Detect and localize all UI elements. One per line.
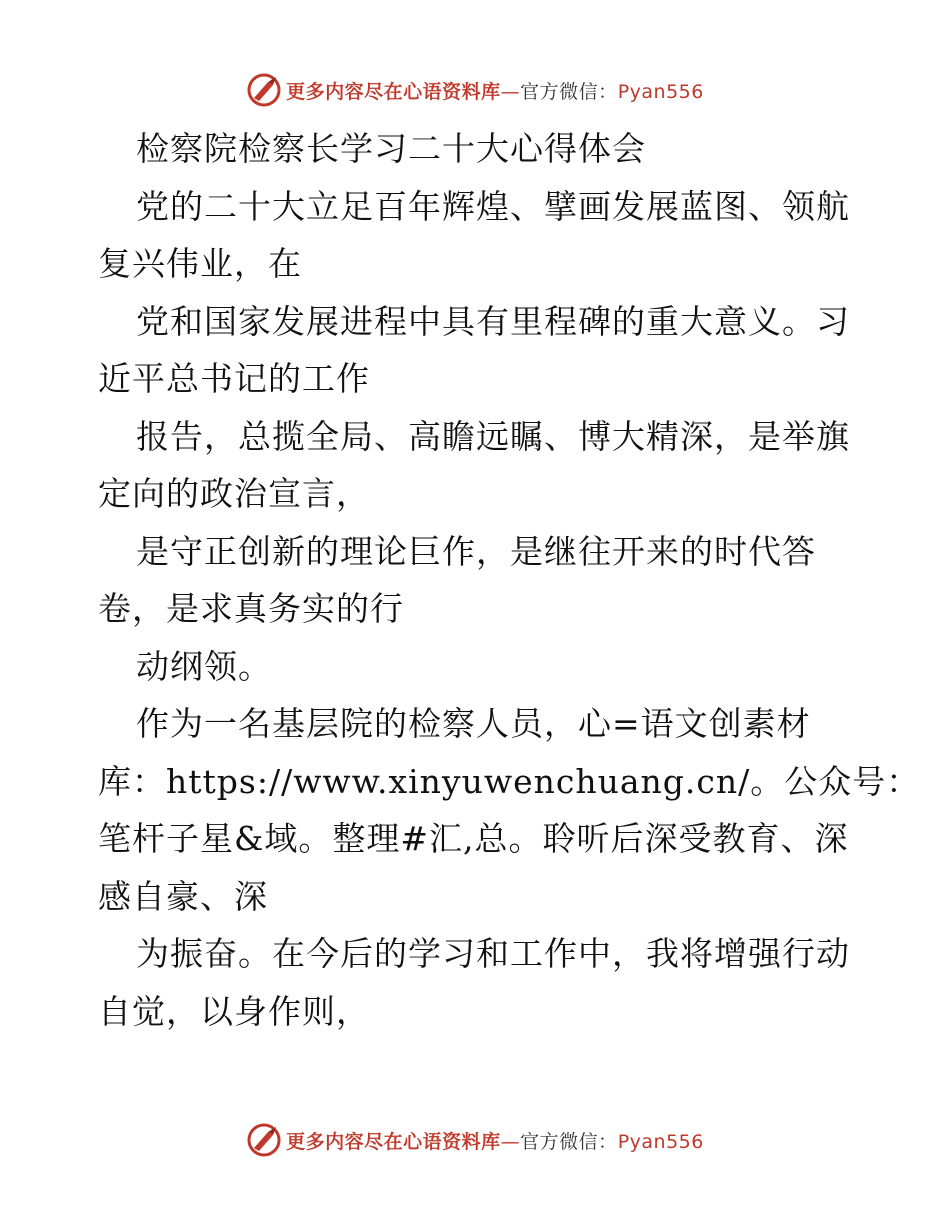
banner-text (286, 1127, 704, 1154)
banner-separator: — (500, 80, 521, 103)
text-line: 为振奋。在今后的学习和工作中，我将增强行动 (136, 934, 850, 973)
text-line: 党和国家发展进程中具有里程碑的重大意义。习 (136, 301, 850, 341)
banner-text (286, 77, 704, 104)
text-line: 近平总书记的工作 (98, 359, 370, 398)
banner-wechat-id: Pyan556 (617, 80, 704, 103)
text-line: 党的二十大立足百年辉煌、擘画发展蓝图、领航 (136, 186, 850, 226)
quill-seal-icon (246, 1122, 282, 1158)
text-line: 作为一名基层院的检察人员，心=语文创素材 (136, 704, 811, 743)
banner-main-text: 更多内容尽在心语资料库 (286, 1130, 501, 1153)
text-line: 自觉，以身作则， (98, 991, 370, 1031)
banner-main-text: 更多内容尽在心语资料库 (286, 80, 501, 103)
text-line: 是守正创新的理论巨作，是继往开来的时代答 (136, 531, 816, 571)
text-line: 报告，总揽全局、高瞻远瞩、博大精深，是举旗 (136, 416, 850, 456)
text-line: 动纲领。 (136, 646, 272, 686)
document-body (98, 120, 921, 1040)
text-line: 卷，是求真务实的行 (98, 589, 404, 628)
footer-banner (0, 1120, 950, 1160)
text-line: 库：https://www.xinyuwenchuang.cn/。公众号： (98, 761, 921, 801)
text-line: 感自豪、深 (98, 876, 268, 916)
banner-wechat-label: 官方微信： (520, 80, 618, 103)
header-banner (0, 70, 950, 110)
banner-wechat-label: 官方微信： (520, 1130, 618, 1153)
text-line: 定向的政治宣言， (98, 474, 370, 513)
banner-separator: — (500, 1130, 521, 1153)
quill-seal-icon (246, 72, 282, 108)
banner-wechat-id: Pyan556 (617, 1130, 704, 1153)
text-line: 笔杆子星&域。整理#汇,总。聆听后深受教育、深 (98, 819, 849, 858)
document-title: 检察院检察长学习二十大心得体会 (136, 129, 646, 168)
text-line: 复兴伟业，在 (98, 244, 302, 283)
